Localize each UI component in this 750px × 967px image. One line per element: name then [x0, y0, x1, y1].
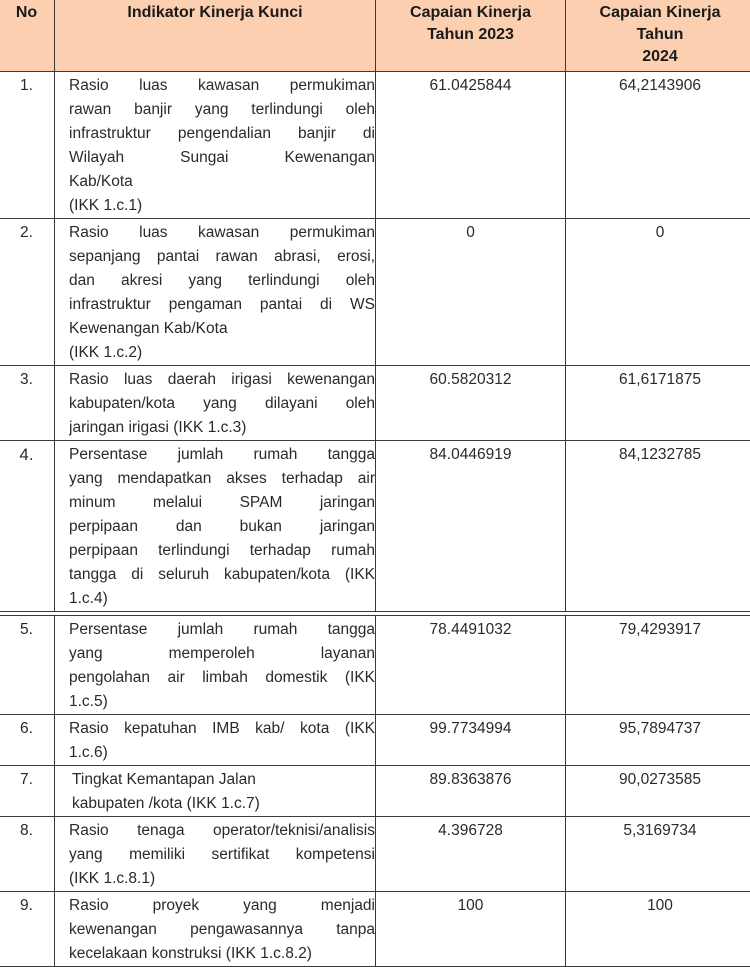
- indicator-cell: [55, 715, 376, 766]
- indicator-line: rawan banjir yang terlindungi oleh: [69, 98, 375, 122]
- indicator-line: 1.c.4): [69, 587, 375, 611]
- row-number: 8.: [0, 817, 55, 892]
- indicator-line: tangga di seluruh kabupaten/kota (IKK: [69, 563, 375, 587]
- value-2024: 5,3169734: [566, 817, 750, 892]
- indicator-line: infrastruktur pengaman pantai di WS: [69, 293, 375, 317]
- indicator-line: Kewenangan Kab/Kota: [69, 317, 375, 341]
- indicator-line: pengolahan air limbah domestik (IKK: [69, 666, 375, 690]
- indicator-line: Rasio luas daerah irigasi kewenangan: [69, 368, 375, 392]
- value-2023: 84.0446919: [376, 441, 566, 612]
- indicator-cell: [55, 817, 376, 892]
- indicator-cell: [55, 766, 376, 817]
- header-row: [0, 0, 750, 72]
- header-capaian-2023: Capaian Kinerja Tahun 2023: [376, 0, 566, 72]
- indicator-line: kecelakaan konstruksi (IKK 1.c.8.2): [69, 942, 375, 966]
- indicator-line: (IKK 1.c.2): [69, 341, 375, 365]
- header-capaian-2024: Capaian Kinerja Tahun 2024: [566, 0, 750, 72]
- indicator-line: Rasio tenaga operator/teknisi/analisis: [69, 819, 375, 843]
- indicator-line: Persentase jumlah rumah tangga: [69, 618, 375, 642]
- indicator-line: Kab/Kota: [69, 170, 375, 194]
- indicator-line: Wilayah Sungai Kewenangan: [69, 146, 375, 170]
- value-2023: 99.7734994: [376, 715, 566, 766]
- table-row: [0, 892, 750, 967]
- value-2024: 100: [566, 892, 750, 967]
- indicator-line: Rasio luas kawasan permukiman: [69, 74, 375, 98]
- value-2024: 64,2143906: [566, 72, 750, 219]
- row-number: 1.: [0, 72, 55, 219]
- value-2024: 84,1232785: [566, 441, 750, 612]
- indicator-cell: [55, 366, 376, 441]
- indicator-line: dan akresi yang terlindungi oleh: [69, 269, 375, 293]
- indicator-line: yang memperoleh layanan: [69, 642, 375, 666]
- indicator-line: (IKK 1.c.8.1): [69, 867, 375, 891]
- value-2023: 4.396728: [376, 817, 566, 892]
- row-number: 5.: [0, 616, 55, 715]
- value-2023: 100: [376, 892, 566, 967]
- row-number: 3.: [0, 366, 55, 441]
- table-row: [0, 366, 750, 441]
- indicator-line: 1.c.5): [69, 690, 375, 714]
- value-2023: 89.8363876: [376, 766, 566, 817]
- indicator-cell: [55, 616, 376, 715]
- indicator-line: kewenangan pengawasannya tanpa: [69, 918, 375, 942]
- table-row: [0, 219, 750, 366]
- table-row: [0, 715, 750, 766]
- table-row: [0, 441, 750, 612]
- table-row: [0, 766, 750, 817]
- indicator-cell: [55, 219, 376, 366]
- row-number: 6.: [0, 715, 55, 766]
- indicator-line: infrastruktur pengendalian banjir di: [69, 122, 375, 146]
- value-2023: 61.0425844: [376, 72, 566, 219]
- value-2023: 60.5820312: [376, 366, 566, 441]
- indicator-cell: [55, 72, 376, 219]
- indicator-line: Rasio kepatuhan IMB kab/ kota (IKK: [69, 717, 375, 741]
- indicator-line: yang memiliki sertifikat kompetensi: [69, 843, 375, 867]
- indicator-cell: [55, 892, 376, 967]
- indicator-line: perpipaan dan bukan jaringan: [69, 515, 375, 539]
- value-2024: 61,6171875: [566, 366, 750, 441]
- indicator-line: kabupaten/kota yang dilayani oleh: [69, 392, 375, 416]
- indicator-line: sepanjang pantai rawan abrasi, erosi,: [69, 245, 375, 269]
- indicator-line: (IKK 1.c.1): [69, 194, 375, 218]
- indicator-line: Persentase jumlah rumah tangga: [69, 443, 375, 467]
- row-number: 7.: [0, 766, 55, 817]
- indicator-line: minum melalui SPAM jaringan: [69, 491, 375, 515]
- indicator-line: yang mendapatkan akses terhadap air: [69, 467, 375, 491]
- header-indicator: Indikator Kinerja Kunci: [55, 0, 376, 72]
- table-row: [0, 72, 750, 219]
- indicator-line: Tingkat Kemantapan Jalan: [72, 768, 375, 792]
- row-number: 2.: [0, 219, 55, 366]
- header-no: No: [0, 0, 55, 72]
- table-row: [0, 616, 750, 715]
- value-2023: 0: [376, 219, 566, 366]
- indicator-line: Rasio luas kawasan permukiman: [69, 221, 375, 245]
- value-2024: 90,0273585: [566, 766, 750, 817]
- value-2024: 79,4293917: [566, 616, 750, 715]
- value-2024: 0: [566, 219, 750, 366]
- row-number: 9.: [0, 892, 55, 967]
- indicator-line: Rasio proyek yang menjadi: [69, 894, 375, 918]
- value-2024: 95,7894737: [566, 715, 750, 766]
- indicator-line: 1.c.6): [69, 741, 375, 765]
- indicator-line: perpipaan terlindungi terhadap rumah: [69, 539, 375, 563]
- table-row: [0, 817, 750, 892]
- indicator-line: jaringan irigasi (IKK 1.c.3): [69, 416, 375, 440]
- indicator-cell: [55, 441, 376, 612]
- indicator-line: kabupaten /kota (IKK 1.c.7): [72, 792, 375, 816]
- row-number: 4.: [0, 441, 55, 612]
- value-2023: 78.4491032: [376, 616, 566, 715]
